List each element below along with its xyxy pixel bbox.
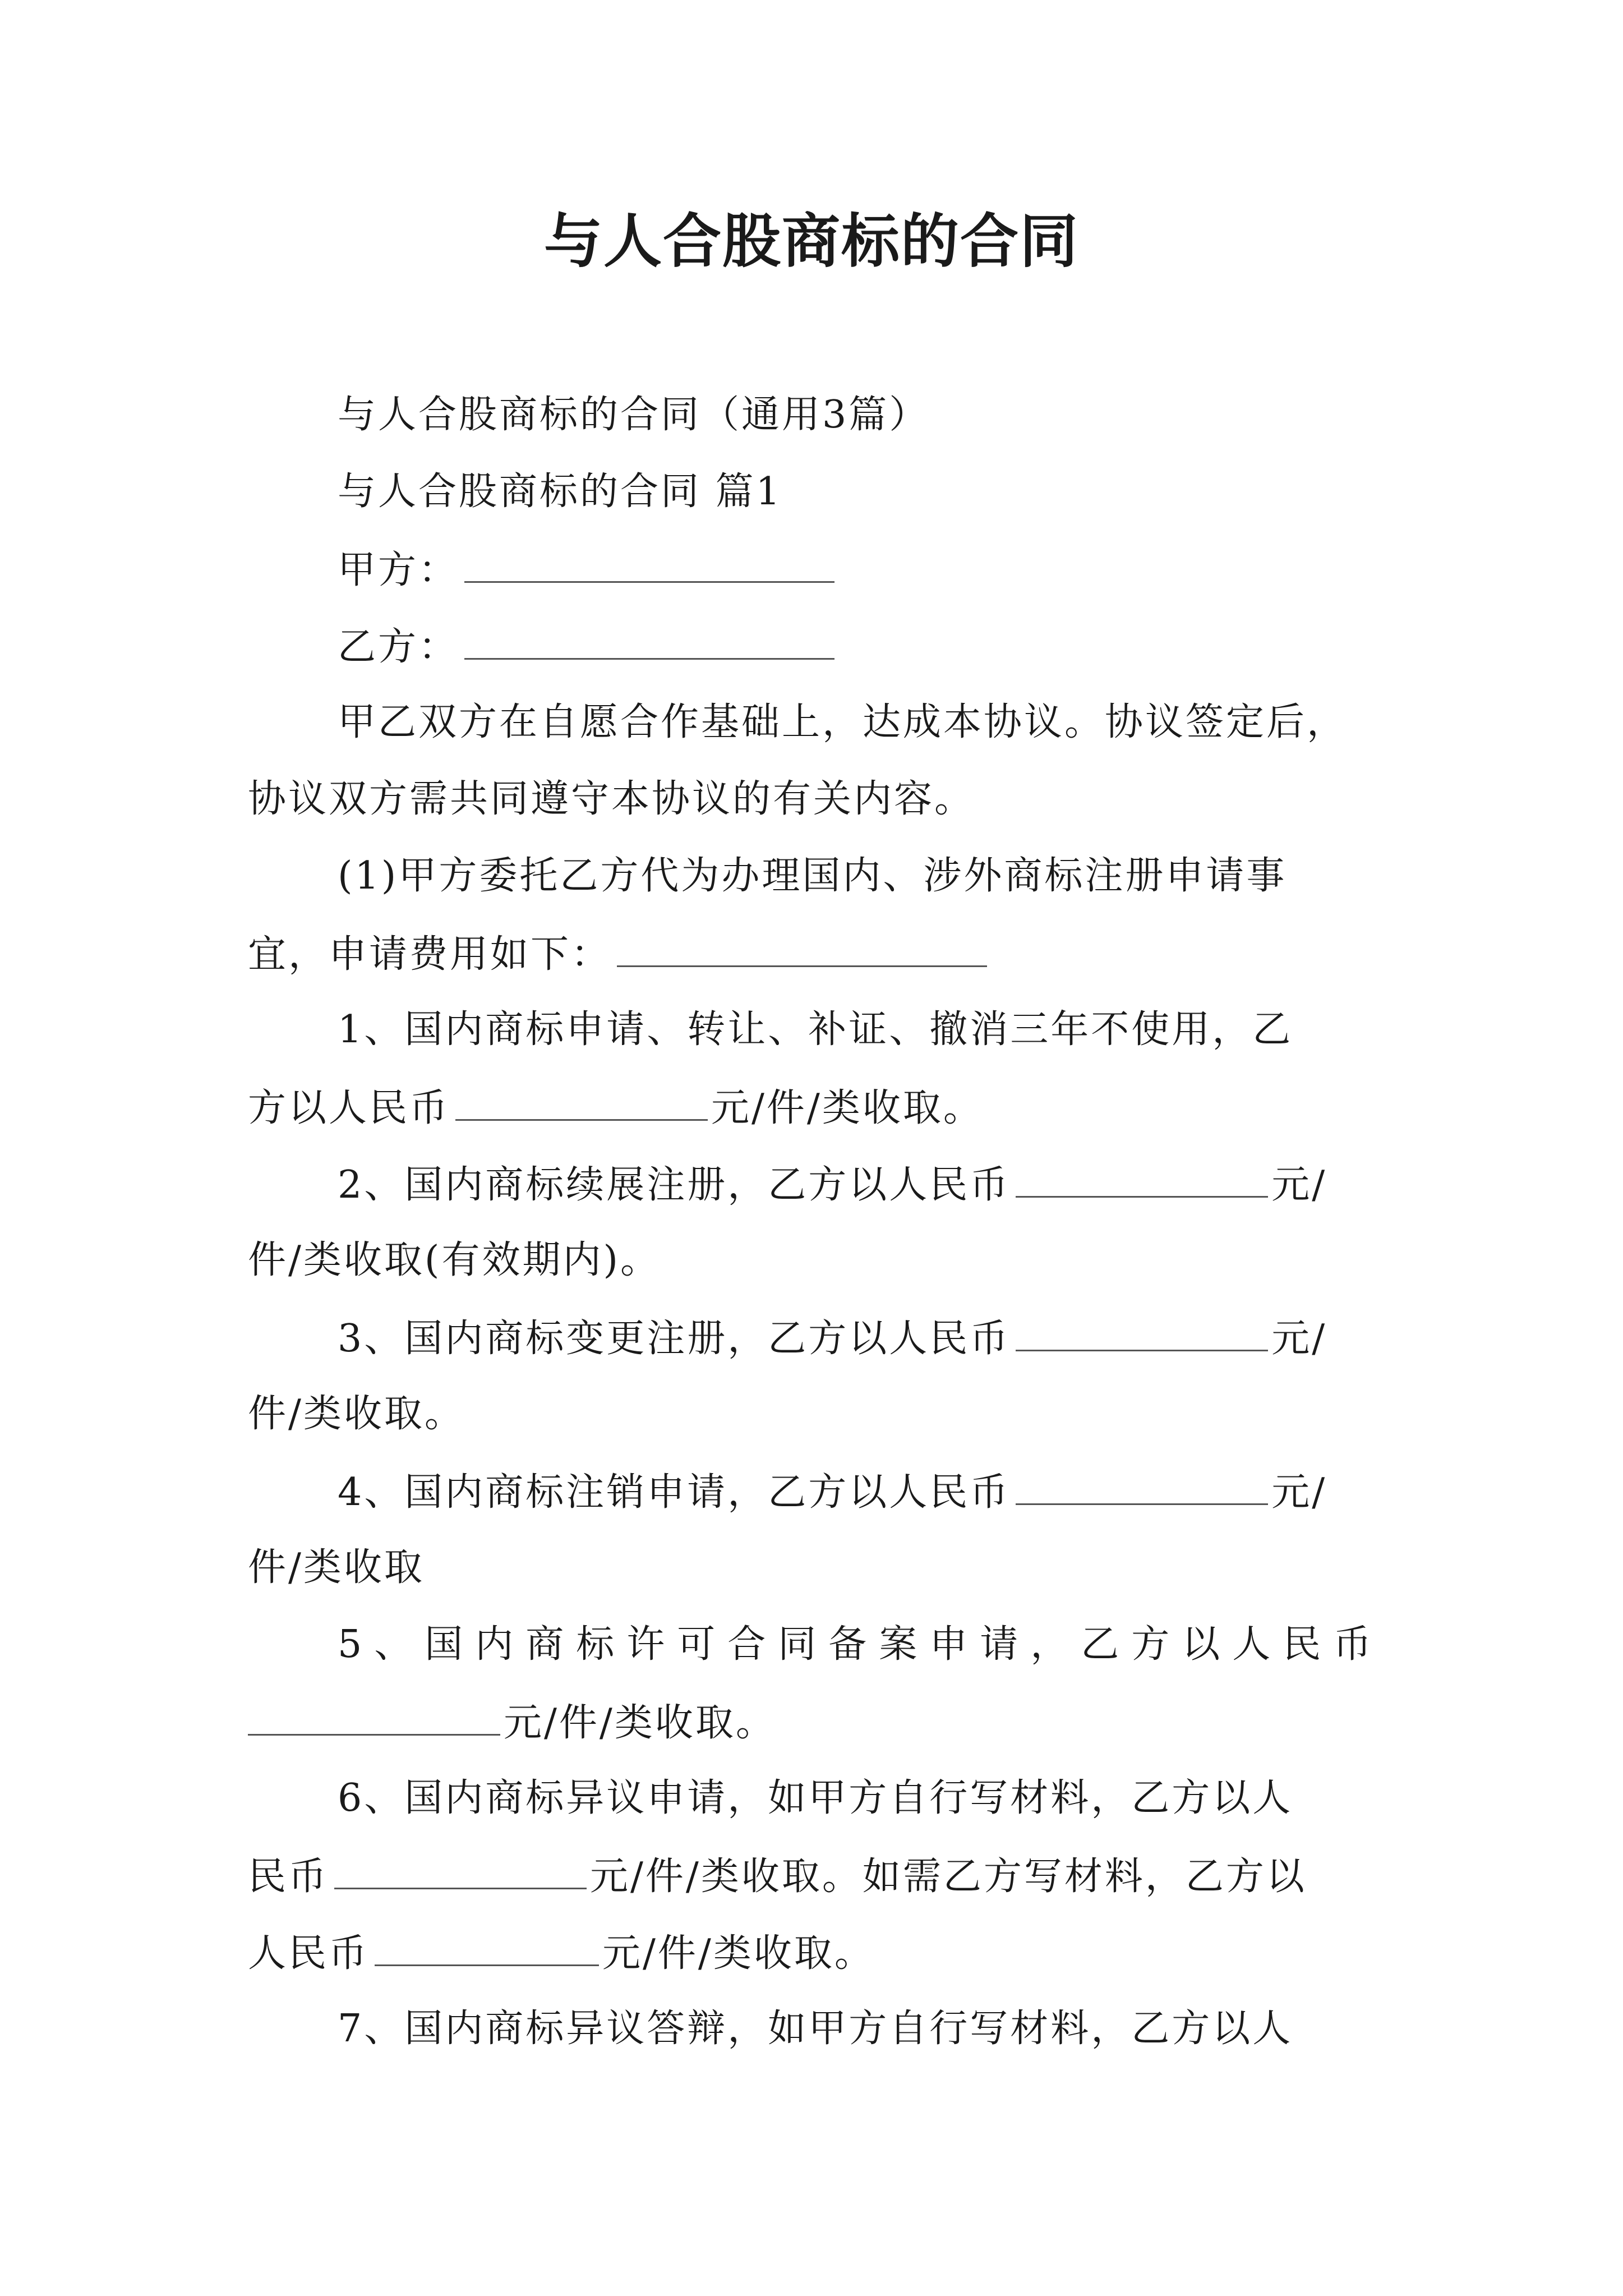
item-4-line-2: 件/类收取 bbox=[248, 1545, 425, 1590]
item-1-suffix: 元/件/类收取。 bbox=[711, 1086, 984, 1130]
document-title: 与人合股商标的合同 bbox=[543, 207, 1079, 275]
party-b-label: 乙方： bbox=[338, 625, 459, 669]
intro-line-2: 协议双方需共同遵守本协议的有关内容。 bbox=[248, 777, 975, 821]
party-a-blank bbox=[464, 542, 834, 583]
item-1-line-2 bbox=[248, 1080, 984, 1135]
item-2-prefix: 2、国内商标续展注册，乙方以人民币 bbox=[338, 1163, 1011, 1207]
item-4-blank bbox=[1016, 1464, 1268, 1505]
item-2-suffix: 元/ bbox=[1271, 1163, 1327, 1207]
item-6-mid: 元/件/类收取。如需乙方写材料，乙方以 bbox=[590, 1855, 1307, 1899]
item-5-line-1: 5、国内商标许可合同备案申请，乙方以人民币 bbox=[338, 1622, 1384, 1667]
item-6-line-1: 6、国内商标异议申请，如甲方自行写材料，乙方以人 bbox=[338, 1776, 1293, 1820]
item-6-line-3 bbox=[248, 1925, 875, 1981]
clause-main-text: 宜，申请费用如下： bbox=[248, 932, 612, 977]
item-5-blank bbox=[248, 1695, 500, 1736]
item-5-line-2 bbox=[248, 1695, 776, 1750]
item-6-suffix: 元/件/类收取。 bbox=[602, 1931, 875, 1976]
item-3-suffix: 元/ bbox=[1271, 1317, 1327, 1361]
item-6-blank-2 bbox=[375, 1925, 599, 1966]
item-2-line-2: 件/类收取(有效期内)。 bbox=[248, 1238, 661, 1282]
item-1-blank bbox=[455, 1080, 708, 1121]
intro-line-1: 甲乙双方在自愿合作基础上，达成本协议。协议签定后， bbox=[338, 700, 1348, 744]
item-4-suffix: 元/ bbox=[1271, 1470, 1327, 1515]
party-b-blank bbox=[464, 619, 834, 660]
item-5-suffix: 元/件/类收取。 bbox=[504, 1701, 776, 1745]
document-subtitle: 与人合股商标的合同（通用3篇） bbox=[338, 393, 930, 437]
clause-main-line-1: (1)甲方委托乙方代为办理国内、涉外商标注册申请事 bbox=[338, 854, 1287, 898]
party-b-line bbox=[338, 619, 838, 674]
item-3-line-2: 件/类收取。 bbox=[248, 1392, 465, 1436]
item-6-blank-1 bbox=[334, 1848, 587, 1889]
item-6-prefix-2: 人民币 bbox=[248, 1931, 370, 1976]
item-6-line-2 bbox=[248, 1848, 1307, 1904]
item-1-prefix: 方以人民币 bbox=[248, 1086, 450, 1130]
item-2-line-1 bbox=[338, 1157, 1327, 1212]
fee-list-blank bbox=[617, 926, 987, 967]
item-7-line-1: 7、国内商标异议答辩，如甲方自行写材料，乙方以人 bbox=[338, 2007, 1293, 2051]
item-6-prefix: 民币 bbox=[248, 1855, 329, 1899]
item-2-blank bbox=[1016, 1157, 1268, 1198]
item-3-line-1 bbox=[338, 1310, 1327, 1366]
item-4-prefix: 4、国内商标注销申请，乙方以人民币 bbox=[338, 1470, 1011, 1515]
item-3-prefix: 3、国内商标变更注册，乙方以人民币 bbox=[338, 1317, 1011, 1361]
item-3-blank bbox=[1016, 1310, 1268, 1351]
clause-main-line-2 bbox=[248, 926, 990, 982]
party-a-label: 甲方： bbox=[338, 548, 459, 592]
article-heading: 与人合股商标的合同 篇1 bbox=[338, 470, 782, 514]
party-a-line bbox=[338, 542, 838, 597]
item-1-line-1: 1、国内商标申请、转让、补证、撤消三年不使用，乙 bbox=[338, 1007, 1293, 1052]
item-4-line-1 bbox=[338, 1464, 1327, 1520]
